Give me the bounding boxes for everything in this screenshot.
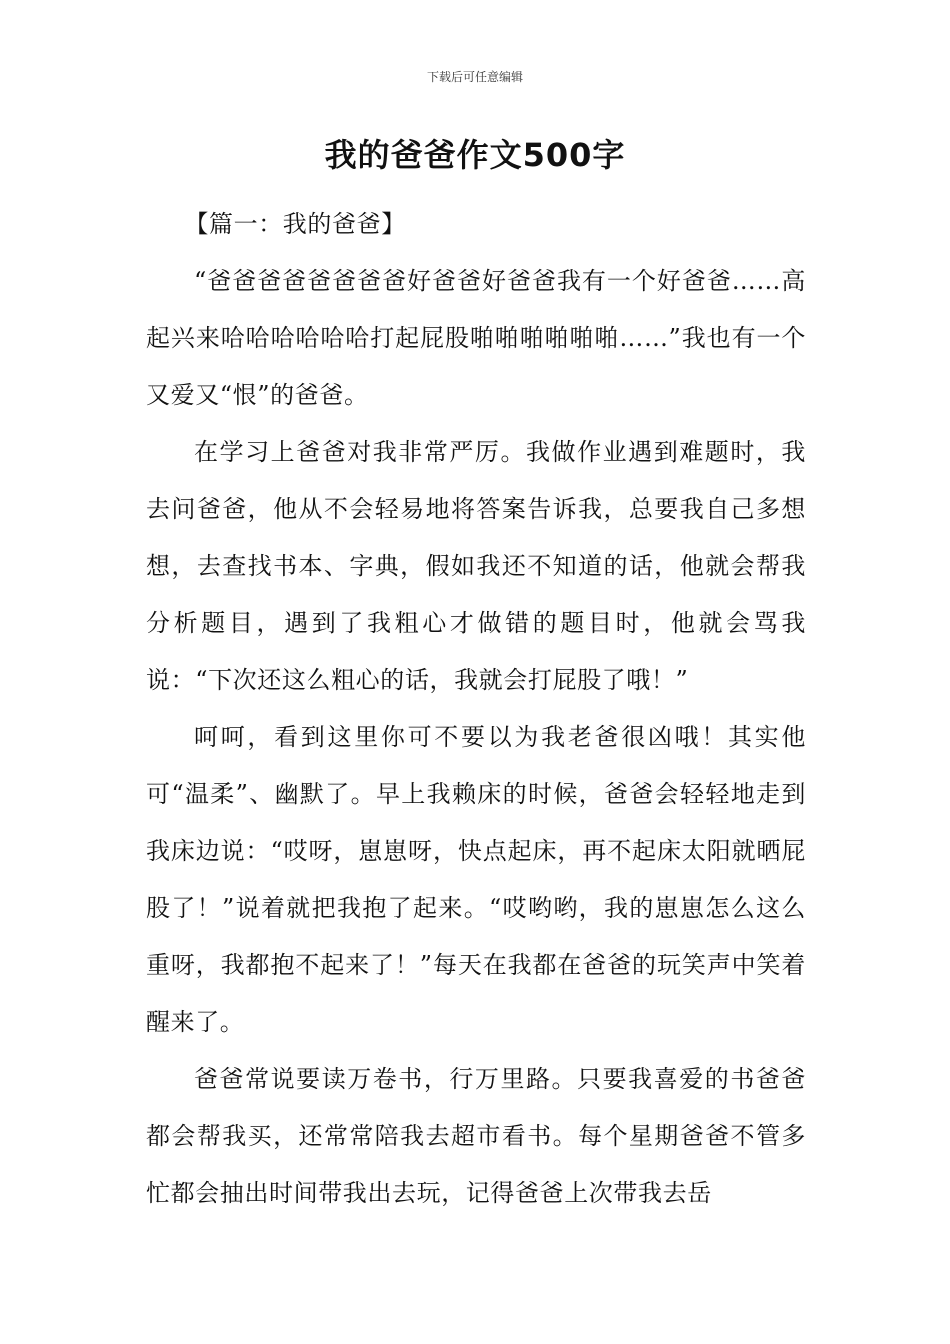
section-heading: 【篇一：我的爸爸】 (184, 210, 406, 238)
essay-body (146, 196, 806, 1222)
header-note: 下载后可任意编辑 (426, 70, 523, 84)
paragraph: “爸爸爸爸爸爸爸爸好爸爸好爸爸我有一个好爸爸……高起兴来哈哈哈哈哈哈打起屁股啪啪啪啪啪啪……”我也有一个又爱又“恨”的爸爸。 (146, 267, 806, 409)
paragraph: 在学习上爸爸对我非常严厉。我做作业遇到难题时，我去问爸爸，他从不会轻易地将答案告诉我，总要我自己多想想，去查找书本、字典，假如我还不知道的话，他就会帮我分析题目，遇到了我粗心才做错的题目时，他就会骂我说：“下次还这么粗心的话，我就会打屁股了哦！” (146, 438, 806, 694)
paragraph: 呵呵，看到这里你可不要以为我老爸很凶哦！其实他可“温柔”、幽默了。早上我赖床的时候，爸爸会轻轻地走到我床边说：“哎呀，崽崽呀，快点起床，再不起床太阳就晒屁股了！”说着就把我抱了起来。“哎哟哟，我的崽崽怎么这么重呀，我都抱不起来了！”每天在我都在爸爸的玩笑声中笑着醒来了。 (146, 723, 806, 1036)
page-title: 我的爸爸作文500字 (324, 136, 626, 174)
paragraph: 爸爸常说要读万卷书，行万里路。只要我喜爱的书爸爸都会帮我买，还常常陪我去超市看书。每个星期爸爸不管多忙都会抽出时间带我出去玩，记得爸爸上次带我去岳 (146, 1065, 806, 1207)
